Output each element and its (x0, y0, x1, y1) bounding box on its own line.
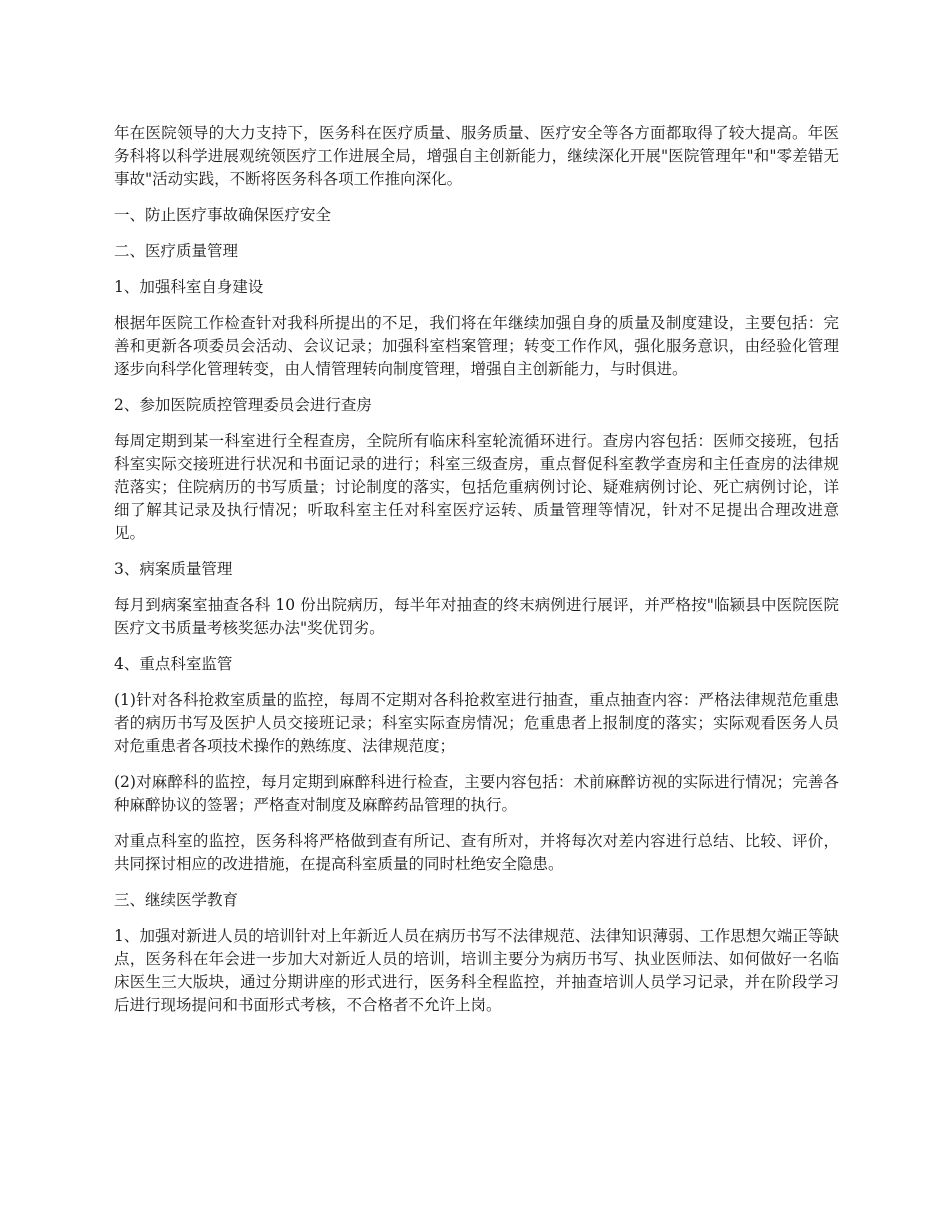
subsection-heading-2-1: 1、加强科室自身建设 (114, 278, 264, 296)
paragraph-2-4-b: (2)对麻醉科的监控，每月定期到麻醉科进行检查，主要内容包括：术前麻醉访视的实际进行情况；完善各种麻醉协议的签署；严格查对制度及麻醉药品管理的执行。 (114, 773, 839, 814)
paragraph-2-4-a: (1)针对各科抢救室质量的监控，每周不定期对各科抢救室进行抽查，重点抽查内容：严格法律规范危重患者的病历书写及医护人员交接班记录；科室实际查房情况；危重患者上报制度的落实；实际观看医务人员对危重患者各项技术操作的熟练度、法律规范度； (114, 691, 839, 755)
document-page (114, 122, 839, 1030)
intro-paragraph: 年在医院领导的大力支持下，医务科在医疗质量、服务质量、医疗安全等各方面都取得了较大提高。年医务科将以科学进展观统领医疗工作进展全局，增强自主创新能力，继续深化开展"医院管理年"和"零差错无事故"活动实践，不断将医务科各项工作推向深化。 (114, 124, 839, 188)
paragraph-2-4-c: 对重点科室的监控，医务科将严格做到查有所记、查有所对，并将每次对差内容进行总结、比较、评价，共同探讨相应的改进措施，在提高科室质量的同时杜绝安全隐患。 (114, 832, 839, 873)
paragraph-2-3: 每月到病案室抽查各科 10 份出院病历，每半年对抽查的终末病例进行展评，并严格按"临颍县中医院医院医疗文书质量考核奖惩办法"奖优罚劣。 (114, 596, 839, 637)
section-heading-1: 一、防止医疗事故确保医疗安全 (114, 206, 332, 224)
subsection-heading-2-3: 3、病案质量管理 (114, 560, 233, 578)
paragraph-2-1: 根据年医院工作检查针对我科所提出的不足，我们将在年继续加强自身的质量及制度建设，主要包括：完善和更新各项委员会活动、会议记录；加强科室档案管理；转变工作作风，强化服务意识，由经验化管理逐步向科学化管理转变，由人情管理转向制度管理，增强自主创新能力，与时俱进。 (114, 314, 839, 378)
paragraph-3-1: 1、加强对新进人员的培训针对上年新近人员在病历书写不法律规范、法律知识薄弱、工作思想欠端正等缺点，医务科在年会进一步加大对新近人员的培训，培训主要分为病历书写、执业医师法、如何做好一名临床医生三大版块，通过分期讲座的形式进行，医务科全程监控，并抽查培训人员学习记录，并在阶段学习后进行现场提问和书面形式考核，不合格者不允许上岗。 (114, 927, 839, 1014)
paragraph-2-2: 每周定期到某一科室进行全程查房，全院所有临床科室轮流循环进行。查房内容包括：医师交接班，包括科室实际交接班进行状况和书面记录的进行；科室三级查房，重点督促科室教学查房和主任查房的法律规范落实；住院病历的书写质量；讨论制度的落实，包括危重病例讨论、疑难病例讨论、死亡病例讨论，详细了解其记录及执行情况；听取科室主任对科室医疗运转、质量管理等情况，针对不足提出合理改进意见。 (114, 432, 839, 542)
subsection-heading-2-2: 2、参加医院质控管理委员会进行查房 (114, 396, 372, 414)
section-heading-3: 三、继续医学教育 (114, 891, 239, 909)
section-heading-2: 二、医疗质量管理 (114, 242, 239, 260)
subsection-heading-2-4: 4、重点科室监管 (114, 655, 233, 673)
